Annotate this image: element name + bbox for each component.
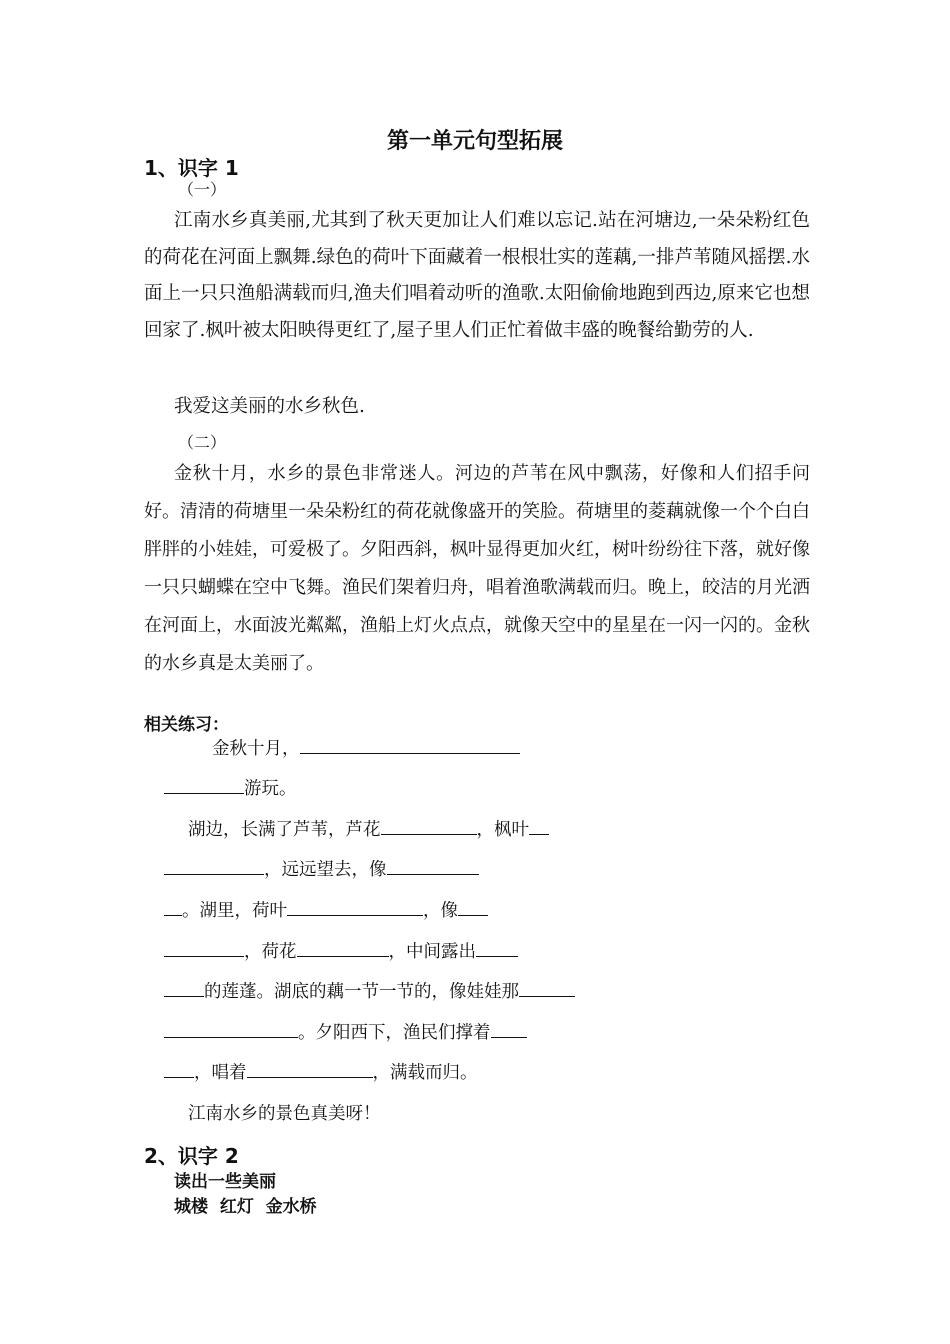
part2-label: （二） bbox=[178, 433, 227, 452]
section2-heading: 2、识字 2 bbox=[144, 1144, 239, 1168]
fill-blank[interactable] bbox=[164, 860, 264, 875]
fill-blank[interactable] bbox=[164, 1063, 194, 1078]
exercise-heading: 相关练习： bbox=[144, 715, 229, 735]
exercise-text: 湖边，长满了芦苇，芦花 bbox=[188, 820, 381, 840]
fill-blank[interactable] bbox=[491, 1023, 527, 1038]
fill-blank[interactable] bbox=[476, 942, 518, 957]
exercise-text: 。夕阳西下，渔民们撑着 bbox=[298, 1023, 491, 1043]
fill-blank[interactable] bbox=[529, 820, 549, 835]
exercise-text: ，像 bbox=[423, 901, 458, 921]
page-title: 第一单元句型拓展 bbox=[386, 129, 563, 154]
exercise-line-5 bbox=[164, 897, 488, 922]
fill-blank[interactable] bbox=[519, 982, 575, 997]
exercise-text: ，远远望去，像 bbox=[264, 860, 387, 880]
fill-blank[interactable] bbox=[458, 901, 488, 916]
exercise-text: ，唱着 bbox=[194, 1063, 247, 1083]
exercise-text: ，枫叶 bbox=[476, 820, 529, 840]
exercise-line-4 bbox=[164, 856, 479, 881]
exercise-text: 金秋十月， bbox=[212, 739, 300, 759]
exercise-line-6 bbox=[164, 938, 518, 963]
fill-blank[interactable] bbox=[164, 901, 182, 916]
fill-blank[interactable] bbox=[164, 982, 204, 997]
section2-line-1: 读出一些美丽 bbox=[174, 1172, 276, 1192]
exercise-text: ，中间露出 bbox=[388, 942, 476, 962]
fill-blank[interactable] bbox=[300, 739, 520, 754]
fill-blank[interactable] bbox=[387, 860, 479, 875]
exercise-line-8 bbox=[164, 1019, 527, 1044]
fill-blank[interactable] bbox=[164, 779, 244, 794]
exercise-line-1 bbox=[212, 735, 520, 760]
exercise-text: 。湖里，荷叶 bbox=[182, 901, 287, 921]
exercise-line-2 bbox=[164, 775, 297, 800]
fill-blank[interactable] bbox=[297, 942, 389, 957]
fill-blank[interactable] bbox=[247, 1063, 373, 1078]
part1-closing: 我爱这美丽的水乡秋色. bbox=[174, 396, 365, 417]
fill-blank[interactable] bbox=[164, 942, 244, 957]
exercise-text: 游玩。 bbox=[244, 779, 297, 799]
exercise-line-9 bbox=[164, 1059, 478, 1084]
exercise-text: 的莲蓬。湖底的藕一节一节的，像娃娃那 bbox=[204, 982, 519, 1002]
fill-blank[interactable] bbox=[381, 820, 477, 835]
fill-blank[interactable] bbox=[164, 1023, 298, 1038]
part1-paragraph: 江南水乡真美丽,尤其到了秋天更加让人们难以忘记.站在河塘边,一朵朵粉红色的荷花在河面上飘舞.绿色的荷叶下面藏着一根根壮实的莲藕,一排芦苇随风摇摆.水面上一只只渔船满载而归,渔夫们唱着动听的渔歌.太阳偷偷地跑到西边,原来它也想回家了.枫叶被太阳映得更红了,屋子里人们正忙着做丰盛的晚餐给勤劳的人. bbox=[144, 210, 810, 341]
part2-paragraph: 金秋十月，水乡的景色非常迷人。河边的芦苇在风中飘荡，好像和人们招手问好。清清的荷塘里一朵朵粉红的荷花就像盛开的笑脸。荷塘里的菱藕就像一个个白白胖胖的小娃娃，可爱极了。夕阳西斜，枫叶显得更加火红，树叶纷纷往下落，就好像一只只蝴蝶在空中飞舞。渔民们架着归舟，唱着渔歌满载而归。晚上，皎洁的月光洒在河面上，水面波光粼粼，渔船上灯火点点，就像天空中的星星在一闪一闪的。金秋的水乡真是太美丽了。 bbox=[144, 463, 810, 674]
fill-blank[interactable] bbox=[287, 901, 423, 916]
exercise-line-3 bbox=[188, 816, 549, 841]
section1-heading: 1、识字 1 bbox=[144, 156, 239, 180]
exercise-line-7 bbox=[164, 978, 575, 1003]
exercise-text: ，荷花 bbox=[244, 942, 297, 962]
part1-label: （一） bbox=[178, 180, 227, 199]
exercise-line-10: 江南水乡的景色真美呀！ bbox=[188, 1104, 381, 1124]
exercise-text: ，满载而归。 bbox=[372, 1063, 478, 1083]
section2-line-2: 城楼 红灯 金水桥 bbox=[174, 1197, 317, 1217]
